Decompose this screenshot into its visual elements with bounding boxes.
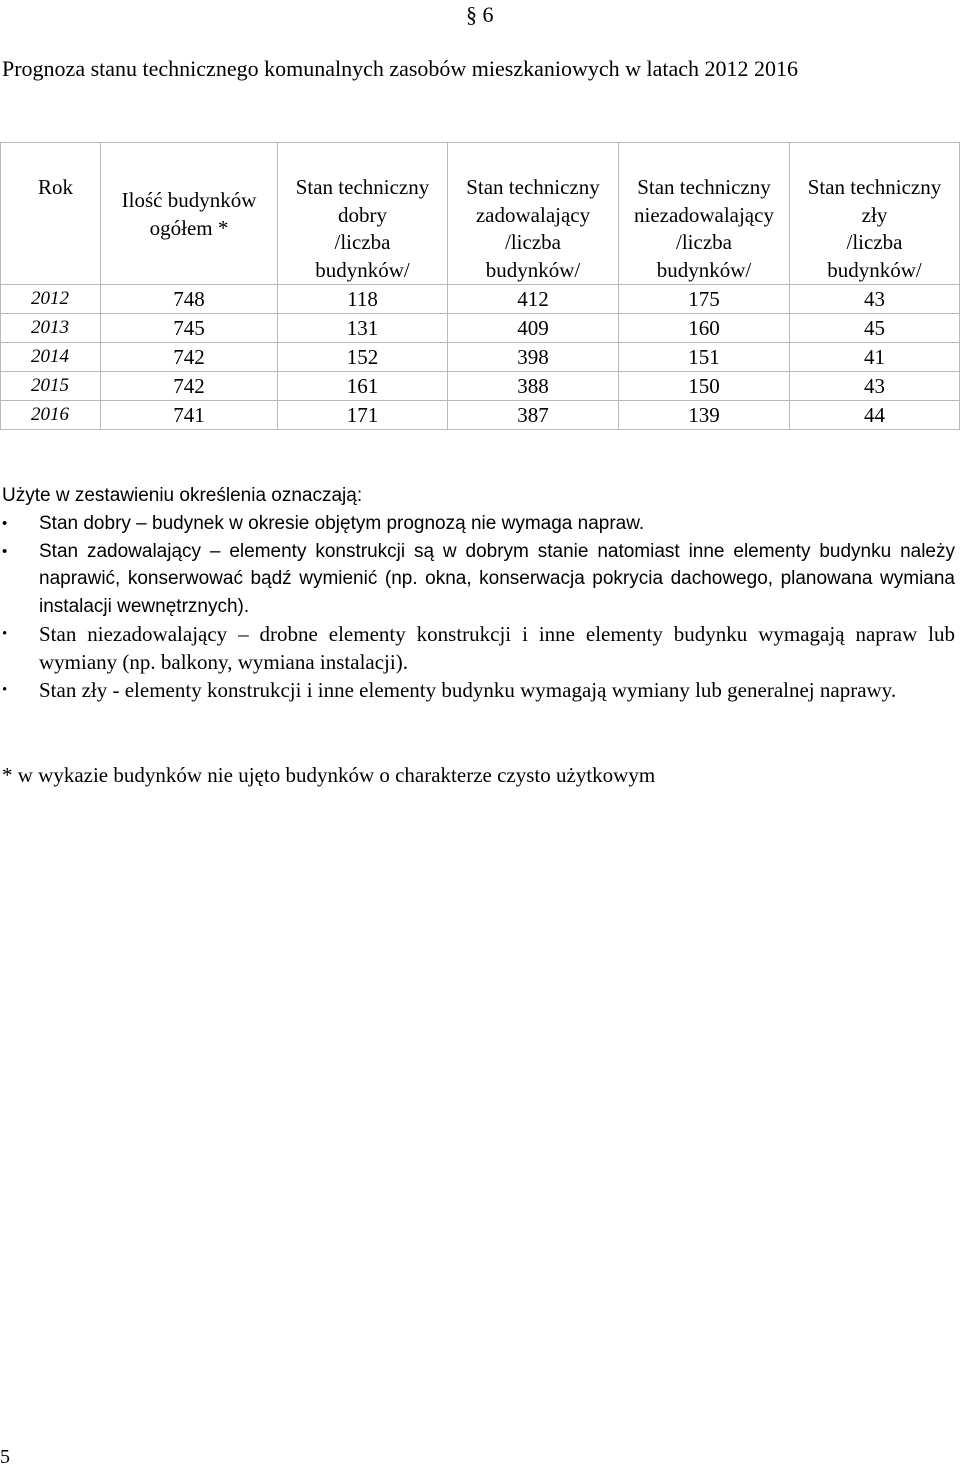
definition-text: Stan niezadowalający – drobne elementy konstrukcji i inne elementy budynku wymagają napraw lub wymiany (np. balkony, wymiana instalacji). <box>39 621 955 674</box>
definitions-heading: Użyte w zestawieniu określenia oznaczają: <box>2 485 363 506</box>
unsatisfactory-cell: 150 <box>619 372 790 401</box>
footnote: * w wykazie budynków nie ujęto budynków o charakterze czysto użytkowym <box>2 763 656 787</box>
year-cell: 2014 <box>1 343 101 372</box>
column-header-total-buildings: Ilość budynków ogółem * <box>101 143 278 285</box>
bullet-icon: • <box>2 514 8 532</box>
good-cell: 161 <box>278 372 448 401</box>
column-header-satisfactory: Stan techniczny zadowalający /liczba budynków/ <box>448 143 619 285</box>
satisfactory-cell: 412 <box>448 285 619 314</box>
unsatisfactory-cell: 139 <box>619 401 790 430</box>
document-title: Prognoza stanu technicznego komunalnych zasobów mieszkaniowych w latach 2012 2016 <box>2 56 799 81</box>
total-cell: 742 <box>101 372 278 401</box>
bullet-icon: • <box>2 681 8 698</box>
unsatisfactory-cell: 175 <box>619 285 790 314</box>
table-row <box>1 343 960 372</box>
bullet-icon: • <box>2 542 8 560</box>
table-row <box>1 314 960 343</box>
bullet-icon: • <box>2 625 8 642</box>
section-marker: § 6 <box>466 2 494 27</box>
forecast-table <box>0 142 960 430</box>
list-item <box>2 538 955 621</box>
year-cell: 2015 <box>1 372 101 401</box>
list-item <box>2 510 955 538</box>
table-header-row <box>1 143 960 285</box>
good-cell: 152 <box>278 343 448 372</box>
table-row <box>1 372 960 401</box>
definition-text: Stan zły - elementy konstrukcji i inne elementy budynku wymagają wymiany lub generalnej naprawy. <box>39 677 897 702</box>
table-row <box>1 285 960 314</box>
list-item <box>2 621 955 677</box>
good-cell: 118 <box>278 285 448 314</box>
column-header-unsatisfactory: Stan techniczny niezadowalający /liczba budynków/ <box>619 143 790 285</box>
year-cell: 2012 <box>1 285 101 314</box>
bad-cell: 41 <box>790 343 960 372</box>
definitions-section <box>2 482 955 704</box>
year-cell: 2016 <box>1 401 101 430</box>
definition-text: Stan zadowalający – elementy konstrukcji są w dobrym stanie natomiast inne elementy budynku należy naprawić, konserwować bądź wymienić (np. okna, konserwacja pokrycia dachowego, planowana wymiana instalacji wewnętrznych). <box>39 540 955 618</box>
page-number: 5 <box>0 1446 10 1468</box>
satisfactory-cell: 409 <box>448 314 619 343</box>
column-header-bad: Stan techniczny zły /liczba budynków/ <box>790 143 960 285</box>
column-header-year: Rok <box>1 143 101 285</box>
total-cell: 742 <box>101 343 278 372</box>
total-cell: 748 <box>101 285 278 314</box>
table-row <box>1 401 960 430</box>
definition-text: Stan dobry – budynek w okresie objętym prognozą nie wymaga napraw. <box>39 512 645 534</box>
column-header-good: Stan techniczny dobry /liczba budynków/ <box>278 143 448 285</box>
definitions-list <box>2 510 955 705</box>
unsatisfactory-cell: 151 <box>619 343 790 372</box>
total-cell: 745 <box>101 314 278 343</box>
satisfactory-cell: 388 <box>448 372 619 401</box>
unsatisfactory-cell: 160 <box>619 314 790 343</box>
bad-cell: 43 <box>790 372 960 401</box>
bad-cell: 43 <box>790 285 960 314</box>
list-item <box>2 677 955 705</box>
bad-cell: 45 <box>790 314 960 343</box>
total-cell: 741 <box>101 401 278 430</box>
year-cell: 2013 <box>1 314 101 343</box>
bad-cell: 44 <box>790 401 960 430</box>
good-cell: 171 <box>278 401 448 430</box>
satisfactory-cell: 387 <box>448 401 619 430</box>
satisfactory-cell: 398 <box>448 343 619 372</box>
good-cell: 131 <box>278 314 448 343</box>
